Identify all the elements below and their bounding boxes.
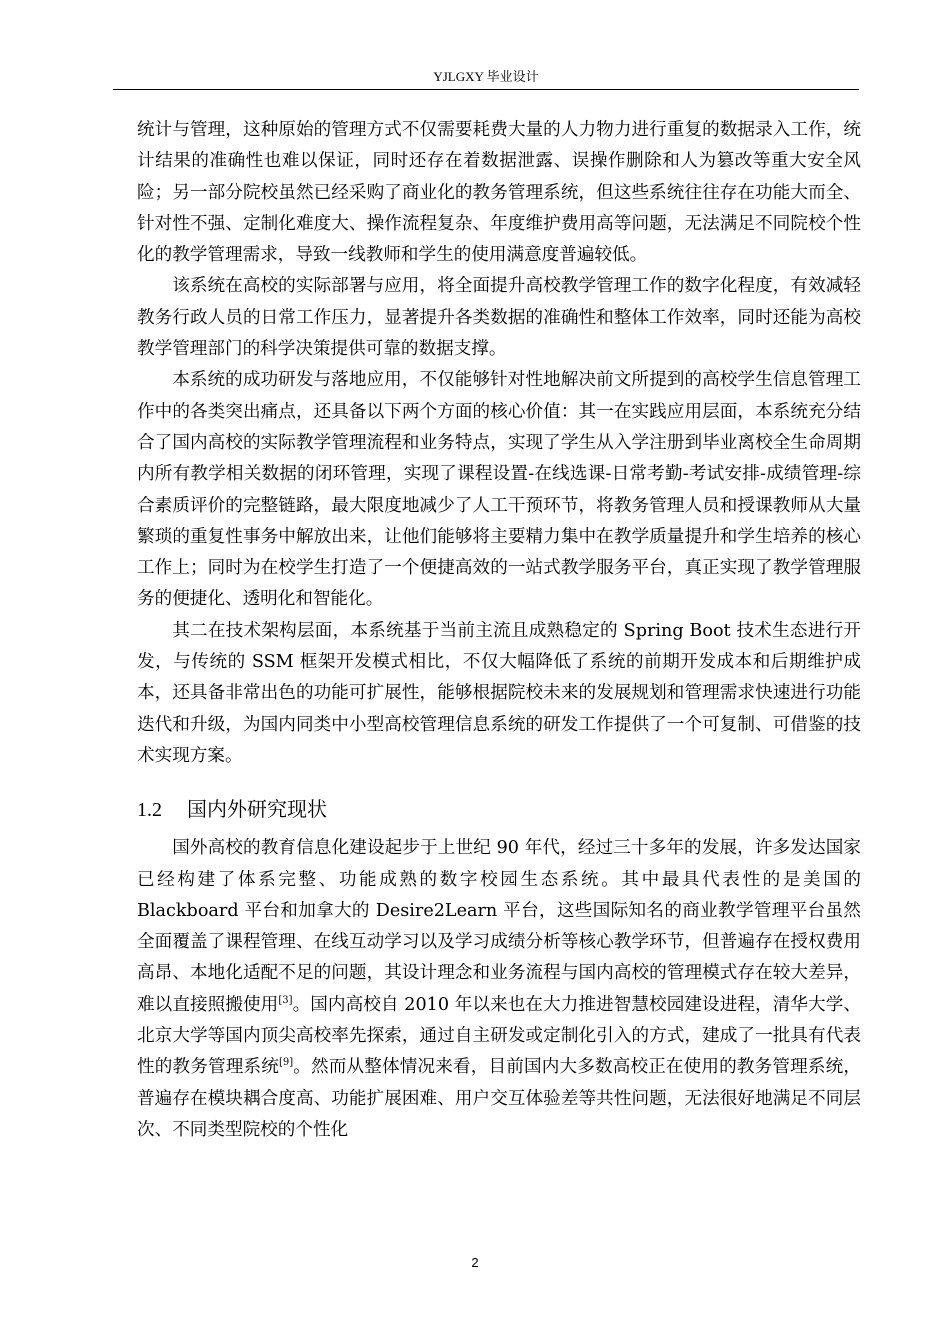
body-text [137,115,861,1146]
paragraph-4: 其二在技术架构层面，本系统基于当前主流且成熟稳定的 Spring Boot 技术生态进行开发，与传统的 SSM 框架开发模式相比，不仅大幅降低了系统的前期开发成本和后期维护成本，还具备非常出色的功能可扩展性，能够根据院校未来的发展规划和管理需求快速进行功能迭代和升级，为国内同类中小型高校管理信息系统的研发工作提供了一个可复制、可借鉴的技术实现方案。 [137,620,861,766]
paragraph-5 [137,833,861,1146]
page-number: 2 [471,1255,479,1270]
paragraph-5-part-c: 。然而从整体情况来看，目前国内大多数高校正在使用的教务管理系统，普遍存在模块耦合度高、功能扩展困难、用户交互体验差等共性问题，无法很好地满足不同层次、不同类型院校的个性化 [137,1057,861,1140]
section-title: 国内外研究现状 [187,797,327,822]
page-header: YJLGXY 毕业设计 [433,69,539,84]
paragraph-3: 本系统的成功研发与落地应用，不仅能够针对性地解决前文所提到的高校学生信息管理工作中的各类突出痛点，还具备以下两个方面的核心价值：其一在实践应用层面，本系统充分结合了国内高校的实际教学管理流程和业务特点，实现了学生从入学注册到毕业离校全生命周期内所有教学相关数据的闭环管理，实现了课程设置-在线选课-日常考勤-考试安排-成绩管理-综合素质评价的完整链路，最大限度地减少了人工干预环节，将教务管理人员和授课教师从大量繁琐的重复性事务中解放出来，让他们能够将主要精力集中在教学质量提升和学生培养的核心工作上；同时为在校学生打造了一个便捷高效的一站式教学服务平台，真正实现了教学管理服务的便捷化、透明化和智能化。 [137,370,861,610]
paragraph-5-part-b: 。国内高校自 2010 年以来也在大力推进智慧校园建设进程，清华大学、北京大学等国内顶尖高校率先探索，通过自主研发或定制化引入的方式，建成了一批具有代表性的教务管理系统 [137,994,861,1078]
paragraph-2: 该系统在高校的实际部署与应用，将全面提升高校教学管理工作的数字化程度，有效减轻教务行政人员的日常工作压力，显著提升各类数据的准确性和整体工作效率，同时还能为高校教学管理部门的科学决策提供可靠的数据支撑。 [137,276,861,360]
paragraph-1: 统计与管理，这种原始的管理方式不仅需要耗费大量的人力物力进行重复的数据录入工作，统计结果的准确性也难以保证，同时还存在着数据泄露、误操作删除和人为篡改等重大安全风险；另一部分院校虽然已经采购了商业化的教务管理系统，但这些系统往往存在功能大而全、针对性不强、定制化难度大、操作流程复杂、年度维护费用高等问题，无法满足不同院校个性化的教学管理需求，导致一线教师和学生的使用满意度普遍较低。 [137,120,861,266]
section-heading [137,794,861,825]
citation-9: [9] [278,1057,294,1069]
paragraph-5-part-a: 国外高校的教育信息化建设起步于上世纪 90 年代，经过三十多年的发展，许多发达国家已经构建了体系完整、功能成熟的数字校园生态系统。其中最具代表性的是美国的 Blackboard 平台和加拿大的 Desire2Learn 平台，这些国际知名的商业教学管理平台虽然全面覆盖了课程管理、在线互动学习以及学习成绩分析等核心教学环节，但普遍存在授权费用高昂、本地化适配不足的问题，其设计理念和业务流程与国内高校的管理模式存在较大差异，难以直接照搬使用 [137,838,861,1015]
header-divider [113,89,859,90]
citation-3: [3] [278,994,293,1006]
section-number: 1.2 [137,799,162,822]
